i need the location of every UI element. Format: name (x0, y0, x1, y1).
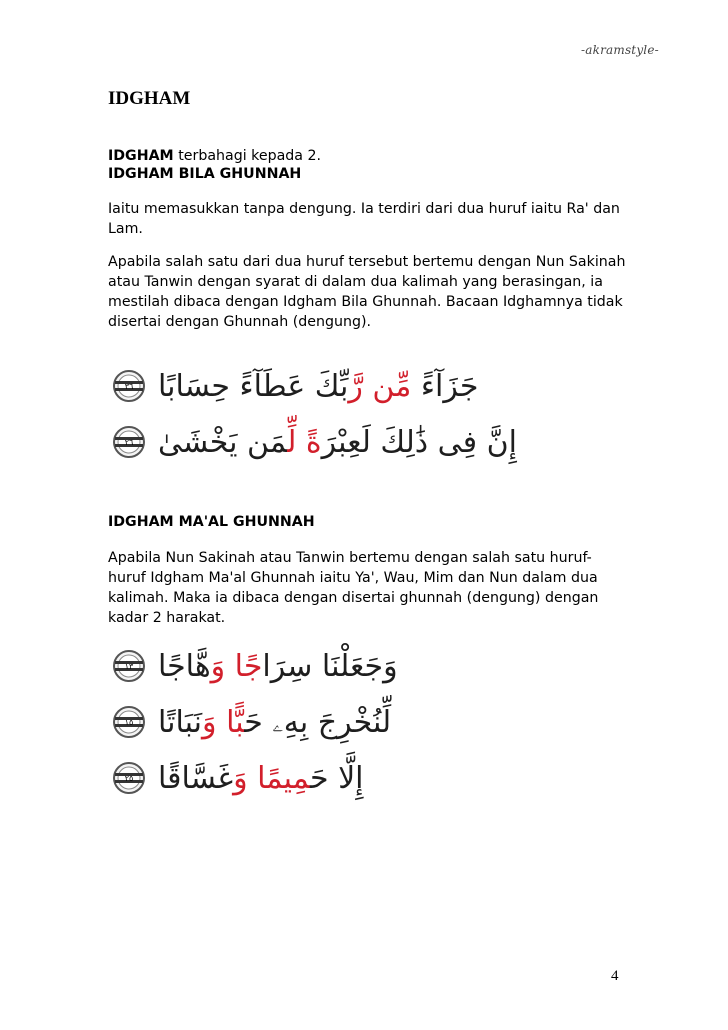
verse-highlight: مِيمًا وَ (233, 760, 310, 796)
section2-verses (108, 638, 398, 806)
ayah-number-icon (108, 701, 150, 743)
arabic-verse (158, 369, 478, 404)
section2-heading: IDGHAM MA'AL GHUNNAH (108, 514, 315, 530)
ayah-number-icon (108, 421, 150, 463)
arabic-verse (158, 425, 517, 460)
verse-text-after: نَبَاتًا (158, 704, 203, 740)
section2-para: Apabila Nun Sakinah atau Tanwin bertemu dengan salah satu huruf-huruf Idgham Ma'al Ghunnah iaitu Ya', Wau, Mim dan Nun dalam dua kalimah. Maka ia dibaca dengan disertai ghunnah (dengung) dengan kadar 2 harakat. (108, 550, 599, 626)
verse-text-before: جَزَآءً (411, 368, 479, 404)
ayah-number: ١٣ (124, 662, 134, 671)
verse-highlight: بًّا وَ (202, 704, 245, 740)
ayah-number-icon (108, 645, 150, 687)
ayah-number: ٢٥ (124, 774, 134, 783)
intro-text: terbahagi kepada 2. (173, 148, 322, 164)
verse-highlight: ةً لِّ (287, 424, 322, 460)
verse-text-after: بِّكَ عَطَآءً حِسَابًا (158, 368, 349, 404)
verse-text-before: لِّنُخْرِجَ بِهِۦ حَ (244, 704, 392, 740)
verse-line (108, 414, 517, 470)
section1-para2: Apabila salah satu dari dua huruf tersebut bertemu dengan Nun Sakinah atau Tanwin dengan syarat di dalam dua kalimah yang berasingan, ia mestilah dibaca dengan Idgham Bila Ghunnah. Bacaan Idghamnya tidak disertai dengan Ghunnah (dengung). (108, 254, 626, 330)
verse-text-before: وَجَعَلْنَا سِرَا (262, 648, 398, 684)
intro-bold: IDGHAM (108, 148, 174, 164)
section1-para1: Iaitu memasukkan tanpa dengung. Ia terdiri dari dua huruf iaitu Ra' dan Lam. (108, 201, 620, 237)
verse-highlight: جًا وَ (210, 648, 263, 684)
arabic-verse (158, 649, 398, 684)
arabic-verse (158, 705, 391, 740)
verse-line (108, 358, 517, 414)
ayah-number: ٢٦ (124, 438, 134, 447)
page-number: 4 (611, 968, 619, 984)
ayah-number: ١٥ (124, 718, 134, 727)
ayah-number-icon (108, 757, 150, 799)
ayah-number-icon (108, 365, 150, 407)
verse-text-before: إِنَّ فِى ذَٰلِكَ لَعِبْرَ (321, 424, 517, 460)
verse-line (108, 750, 398, 806)
watermark: -akramstyle- (581, 43, 659, 57)
section1-heading: IDGHAM BILA GHUNNAH (108, 166, 302, 182)
verse-line (108, 638, 398, 694)
ayah-number: ٣٦ (124, 382, 134, 391)
verse-line (108, 694, 398, 750)
verse-text-after: هَّاجًا (158, 648, 211, 684)
arabic-verse (158, 761, 364, 796)
verse-text-before: إِلَّا حَ (309, 760, 364, 796)
verse-highlight: مِّن رَّ (348, 368, 412, 404)
intro-line (108, 148, 321, 164)
verse-text-after: مَن يَخْشَىٰ (158, 424, 288, 460)
section1-verses (108, 358, 517, 470)
page-title: IDGHAM (108, 88, 191, 109)
verse-text-after: غَسَّاقًا (158, 760, 234, 796)
